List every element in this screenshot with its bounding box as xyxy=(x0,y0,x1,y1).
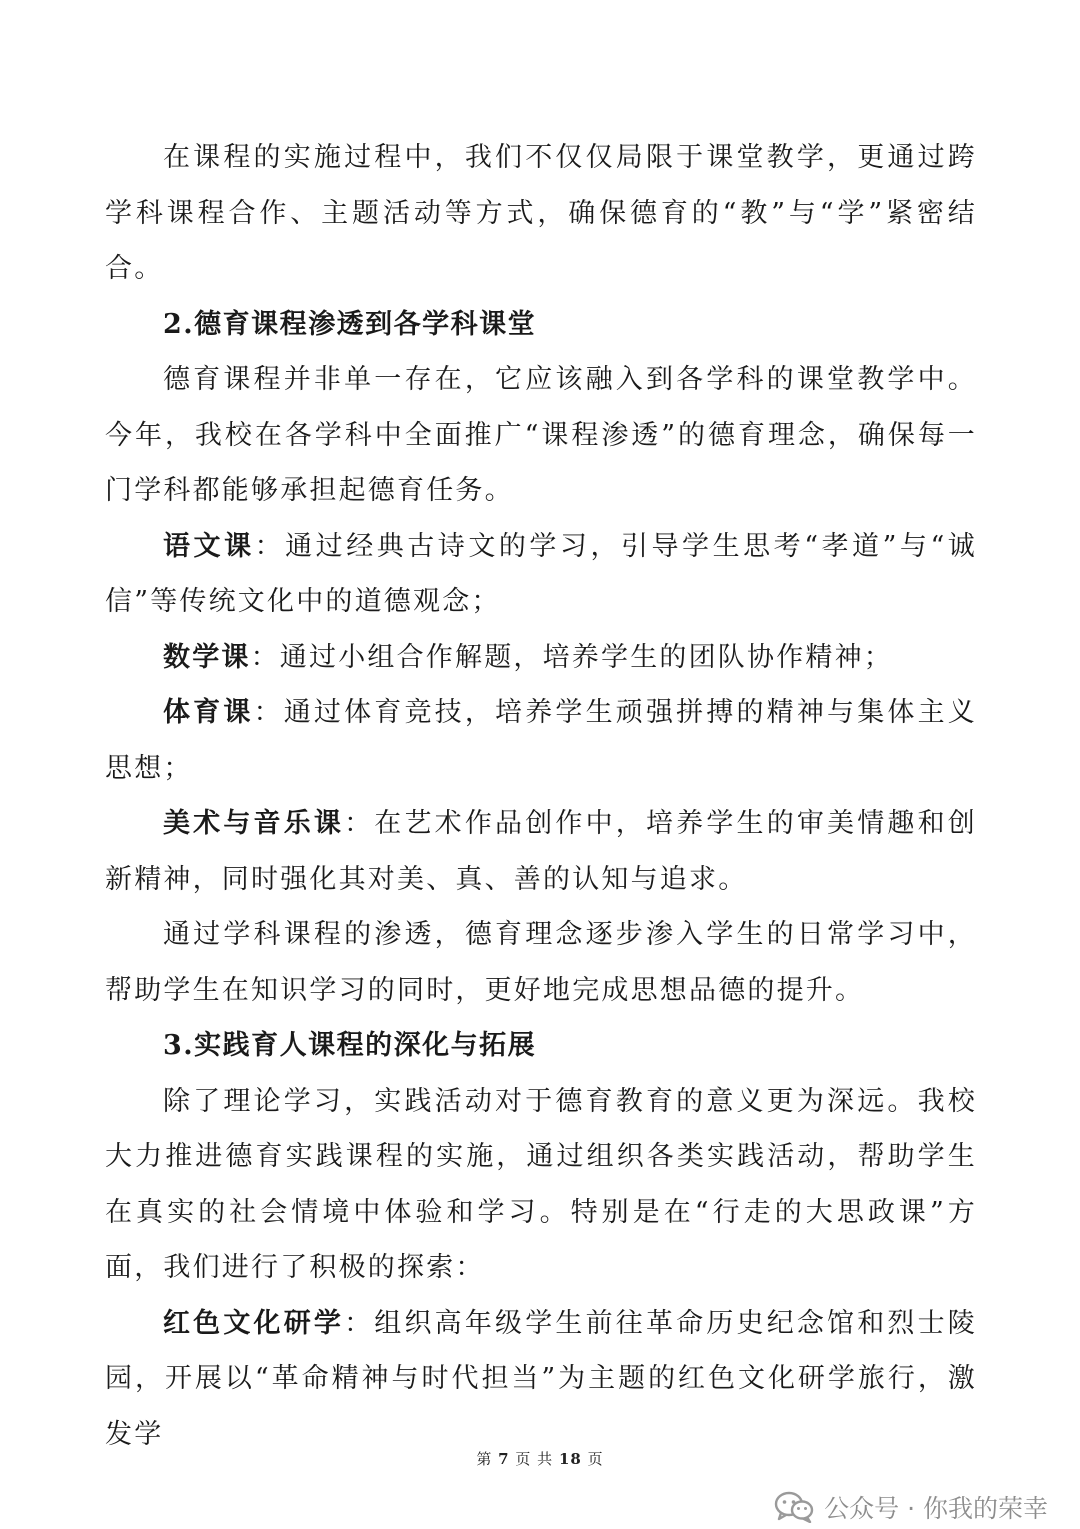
footer-total-pages: 18 xyxy=(558,1450,582,1468)
item-chinese xyxy=(105,519,977,630)
item-text-math: ：通过小组合作解题，培养学生的团队协作精神； xyxy=(250,641,894,673)
footer-suffix: 页 xyxy=(587,1450,604,1468)
item-label-chinese: 语文课 xyxy=(163,530,255,562)
item-pe xyxy=(105,685,977,796)
wechat-icon xyxy=(774,1491,814,1523)
item-red-culture xyxy=(105,1296,977,1463)
footer-prefix: 第 xyxy=(476,1450,493,1468)
section-heading-2: 2.德育课程渗透到各学科课堂 xyxy=(163,308,537,340)
footer-mid: 页 共 xyxy=(515,1450,554,1468)
page-footer xyxy=(0,1448,1080,1469)
item-text-pe: ：通过体育竞技，培养学生顽强拼搏的精神与集体主义思想； xyxy=(105,697,977,784)
watermark-text: 公众号 · 你我的荣幸 xyxy=(824,1494,1048,1523)
item-label-art-music: 美术与音乐课 xyxy=(163,808,345,839)
item-math xyxy=(105,630,977,686)
item-label-red-culture: 红色文化研学 xyxy=(163,1307,345,1339)
paragraph-penetration-summary: 通过学科课程的渗透，德育理念逐步渗入学生的日常学习中，帮助学生在知识学习的同时，更好地完成思想品德的提升。 xyxy=(105,919,977,1006)
document-body xyxy=(105,130,977,1462)
section-heading-3: 3.实践育人课程的深化与拓展 xyxy=(163,1030,537,1061)
watermark xyxy=(774,1487,1048,1527)
paragraph-practice: 除了理论学习，实践活动对于德育教育的意义更为深远。我校大力推进德育实践课程的实施，通过组织各类实践活动，帮助学生在真实的社会情境中体验和学习。特别是在“行走的大思政课”方面，我们进行了积极的探索： xyxy=(105,1085,977,1283)
item-text-chinese: ：通过经典古诗文的学习，引导学生思考“孝道”与“诚信”等传统文化中的道德观念； xyxy=(105,530,977,617)
item-art-music xyxy=(105,796,977,907)
item-label-pe: 体育课 xyxy=(163,697,254,728)
paragraph-subject-penetration: 德育课程并非单一存在，它应该融入到各学科的课堂教学中。今年，我校在各学科中全面推广“课程渗透”的德育理念，确保每一门学科都能够承担起德育任务。 xyxy=(105,364,977,506)
footer-page-number: 7 xyxy=(498,1450,510,1468)
paragraph-course-implementation: 在课程的实施过程中，我们不仅仅局限于课堂教学，更通过跨学科课程合作、主题活动等方式，确保德育的“教”与“学”紧密结合。 xyxy=(105,142,977,284)
item-text-art-music: ：在艺术作品创作中，培养学生的审美情趣和创新精神，同时强化其对美、真、善的认知与追求。 xyxy=(105,808,977,895)
item-text-red-culture: ：组织高年级学生前往革命历史纪念馆和烈士陵园，开展以“革命精神与时代担当”为主题的红色文化研学旅行，激发学 xyxy=(105,1307,977,1450)
item-label-math: 数学课 xyxy=(163,641,251,673)
